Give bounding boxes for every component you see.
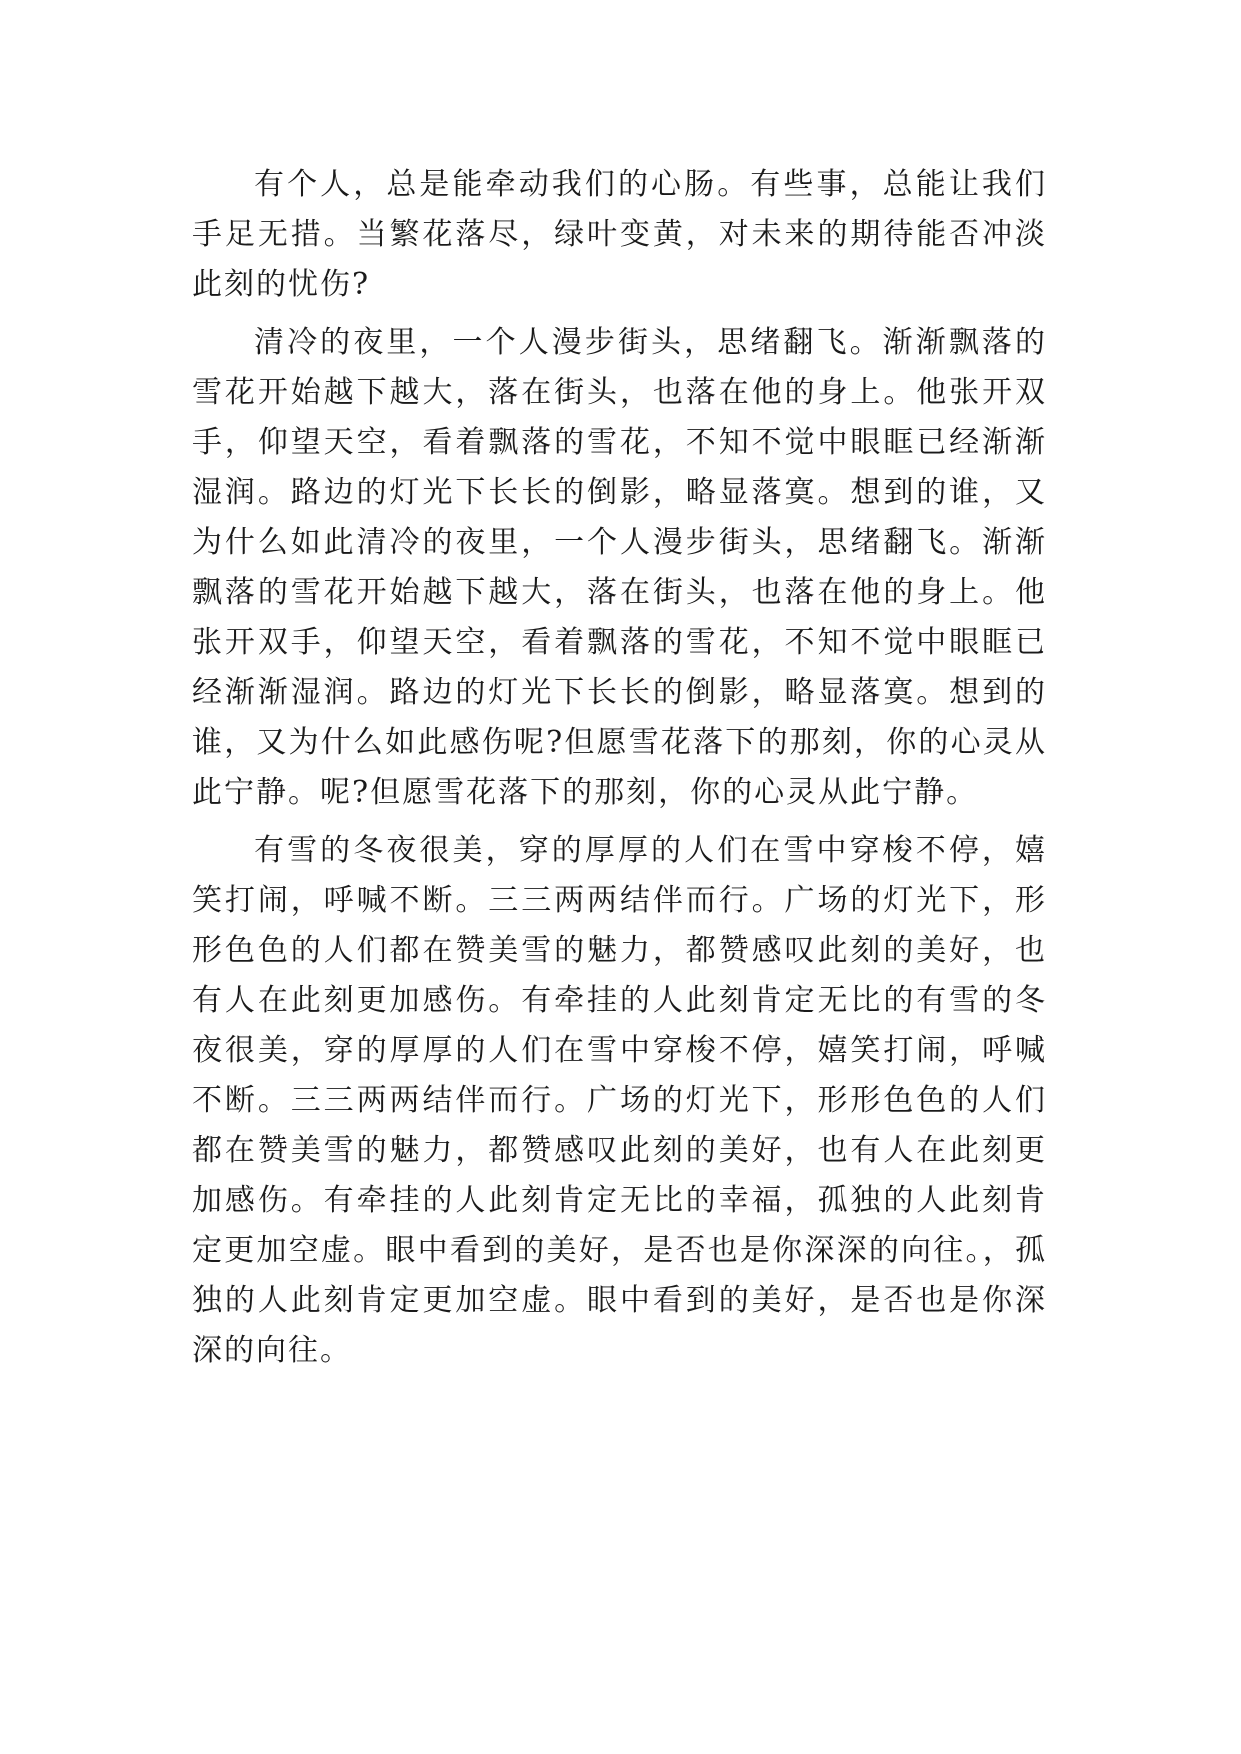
document-body — [192, 160, 1047, 1384]
paragraph-1: 有个人，总是能牵动我们的心肠。有些事，总能让我们手足无措。当繁花落尽，绿叶变黄，对未来的期待能否冲淡此刻的忧伤? — [192, 167, 1047, 302]
paragraph-2: 清冷的夜里，一个人漫步街头，思绪翻飞。渐渐飘落的雪花开始越下越大，落在街头，也落在他的身上。他张开双手，仰望天空，看着飘落的雪花，不知不觉中眼眶已经渐渐湿润。路边的灯光下长长的倒影，略显落寞。想到的谁，又为什么如此清冷的夜里，一个人漫步街头，思绪翻飞。渐渐飘落的雪花开始越下越大，落在街头，也落在他的身上。他张开双手，仰望天空，看着飘落的雪花，不知不觉中眼眶已经渐渐湿润。路边的灯光下长长的倒影，略显落寞。想到的谁，又为什么如此感伤呢?但愿雪花落下的那刻，你的心灵从此宁静。呢?但愿雪花落下的那刻，你的心灵从此宁静。 — [192, 325, 1047, 810]
paragraph-3: 有雪的冬夜很美，穿的厚厚的人们在雪中穿梭不停，嬉笑打闹，呼喊不断。三三两两结伴而行。广场的灯光下，形形色色的人们都在赞美雪的魅力，都赞感叹此刻的美好，也有人在此刻更加感伤。有牵挂的人此刻肯定无比的有雪的冬夜很美，穿的厚厚的人们在雪中穿梭不停，嬉笑打闹，呼喊不断。三三两两结伴而行。广场的灯光下，形形色色的人们都在赞美雪的魅力，都赞感叹此刻的美好，也有人在此刻更加感伤。有牵挂的人此刻肯定无比的幸福，孤独的人此刻肯定更加空虚。眼中看到的美好，是否也是你深深的向往。，孤独的人此刻肯定更加空虚。眼中看到的美好，是否也是你深深的向往。 — [192, 833, 1047, 1368]
